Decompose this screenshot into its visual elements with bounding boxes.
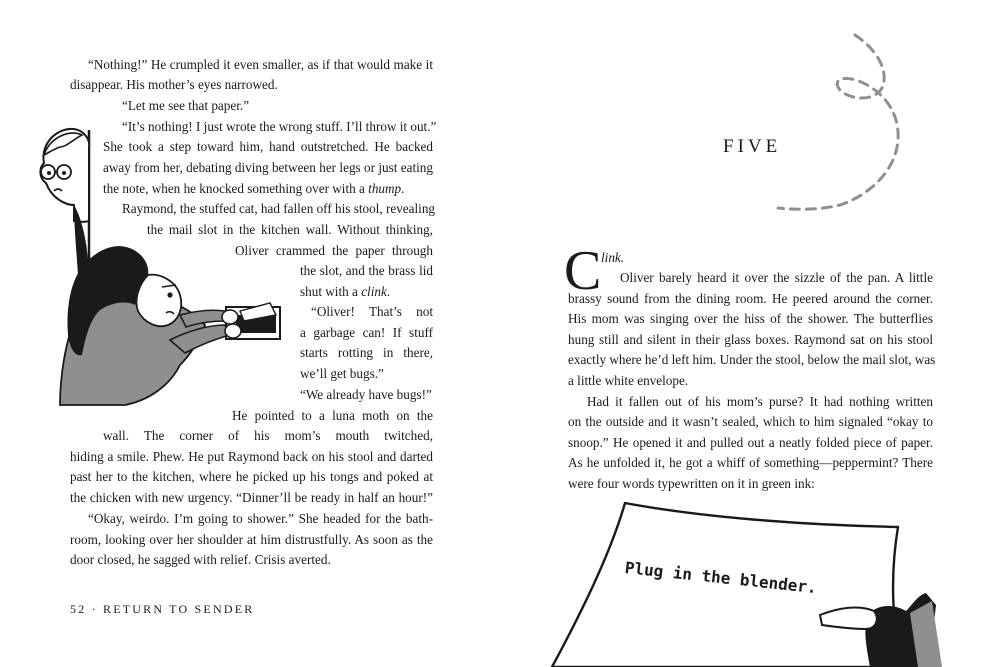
text-line: “Nothing!” He crumpled it even smaller, as if that would make it [88, 57, 433, 72]
chapter-title: FIVE [723, 136, 782, 157]
text-line: the chicken with new urgency. “Dinner’ll be ready in half an hour!” [70, 490, 433, 505]
text-line: on the outside and it wasn’t sealed, which to him signaled “okay to [568, 414, 933, 429]
text-line: Raymond, the stuffed cat, had fallen off his stool, revealing [122, 201, 436, 216]
text-line: Oliver crammed the paper through [235, 243, 433, 258]
text-line: starts rotting in there, [300, 345, 433, 360]
text-line: She took a step toward him, hand outstretched. He backed [103, 139, 433, 154]
text-line: “Oliver! That’s not [311, 304, 433, 319]
text-line: the slot, and the brass lid [300, 263, 433, 278]
text-line: “Let me see that paper.” [122, 98, 250, 113]
text-line: away from her, debating diving between her legs or just eating [103, 160, 433, 175]
text-line: hiding a smile. Phew. He put Raymond back on his stool and darted [70, 449, 433, 464]
note-text: Plug in the blender. [624, 558, 818, 598]
text-line: a little white envelope. [568, 373, 689, 388]
text-line: As he unfolded it, he got a whiff of something—peppermint? There [568, 455, 933, 470]
text-line: past her to the kitchen, where he picked up his tongs and poked at [70, 469, 433, 484]
text-line: Had it fallen out of his mom’s purse? It had nothing written [587, 394, 933, 409]
text-line: wall. The corner of his mom’s mouth twitched, [103, 428, 433, 443]
text-line: hung still and silent in their glass boxes. Raymond sat on his stool [568, 332, 933, 347]
text-line: exactly where he’d left him. Under the stool, below the mail slot, was [568, 352, 936, 367]
text-line: “We already have bugs!” [300, 387, 432, 402]
text-line: the note, when he knocked something over with a thump. [103, 181, 405, 196]
text-line: “Okay, weirdo. I’m going to shower.” She headed for the bath- [88, 511, 433, 526]
text-line: disappear. His mother’s eyes narrowed. [70, 77, 278, 92]
drop-cap: C [564, 240, 602, 302]
text-line: a garbage can! If stuff [300, 325, 433, 340]
text-line: door closed, he sagged with relief. Crisis averted. [70, 552, 331, 567]
text-line: He pointed to a luna moth on the [232, 408, 433, 423]
text-line: snoop.” He opened it and pulled out a neatly folded piece of paper. [568, 435, 933, 450]
text-line: brassy sound from the dining room. He peered around the corner. [568, 291, 933, 306]
dashed-swirl-ornament [770, 30, 960, 220]
text-line: we’ll get bugs.” [300, 366, 384, 381]
text-line: the mail slot in the kitchen wall. Without thinking, [147, 222, 433, 237]
text-line: were four words typewritten on it in green ink: [568, 476, 815, 491]
text-line: “It’s nothing! I just wrote the wrong stuff. I’ll throw it out.” [122, 119, 437, 134]
text-line: His mom was singing over the hiss of the shower. The butterflies [568, 311, 933, 326]
text-line: link. [601, 250, 625, 265]
text-line: Oliver barely heard it over the sizzle of the pan. A little [620, 270, 933, 285]
text-line: room, looking over her shoulder at him distrustfully. As soon as the [70, 532, 433, 547]
text-line: shut with a clink. [300, 284, 391, 299]
page-footer: 52 · RETURN TO SENDER [70, 602, 255, 616]
